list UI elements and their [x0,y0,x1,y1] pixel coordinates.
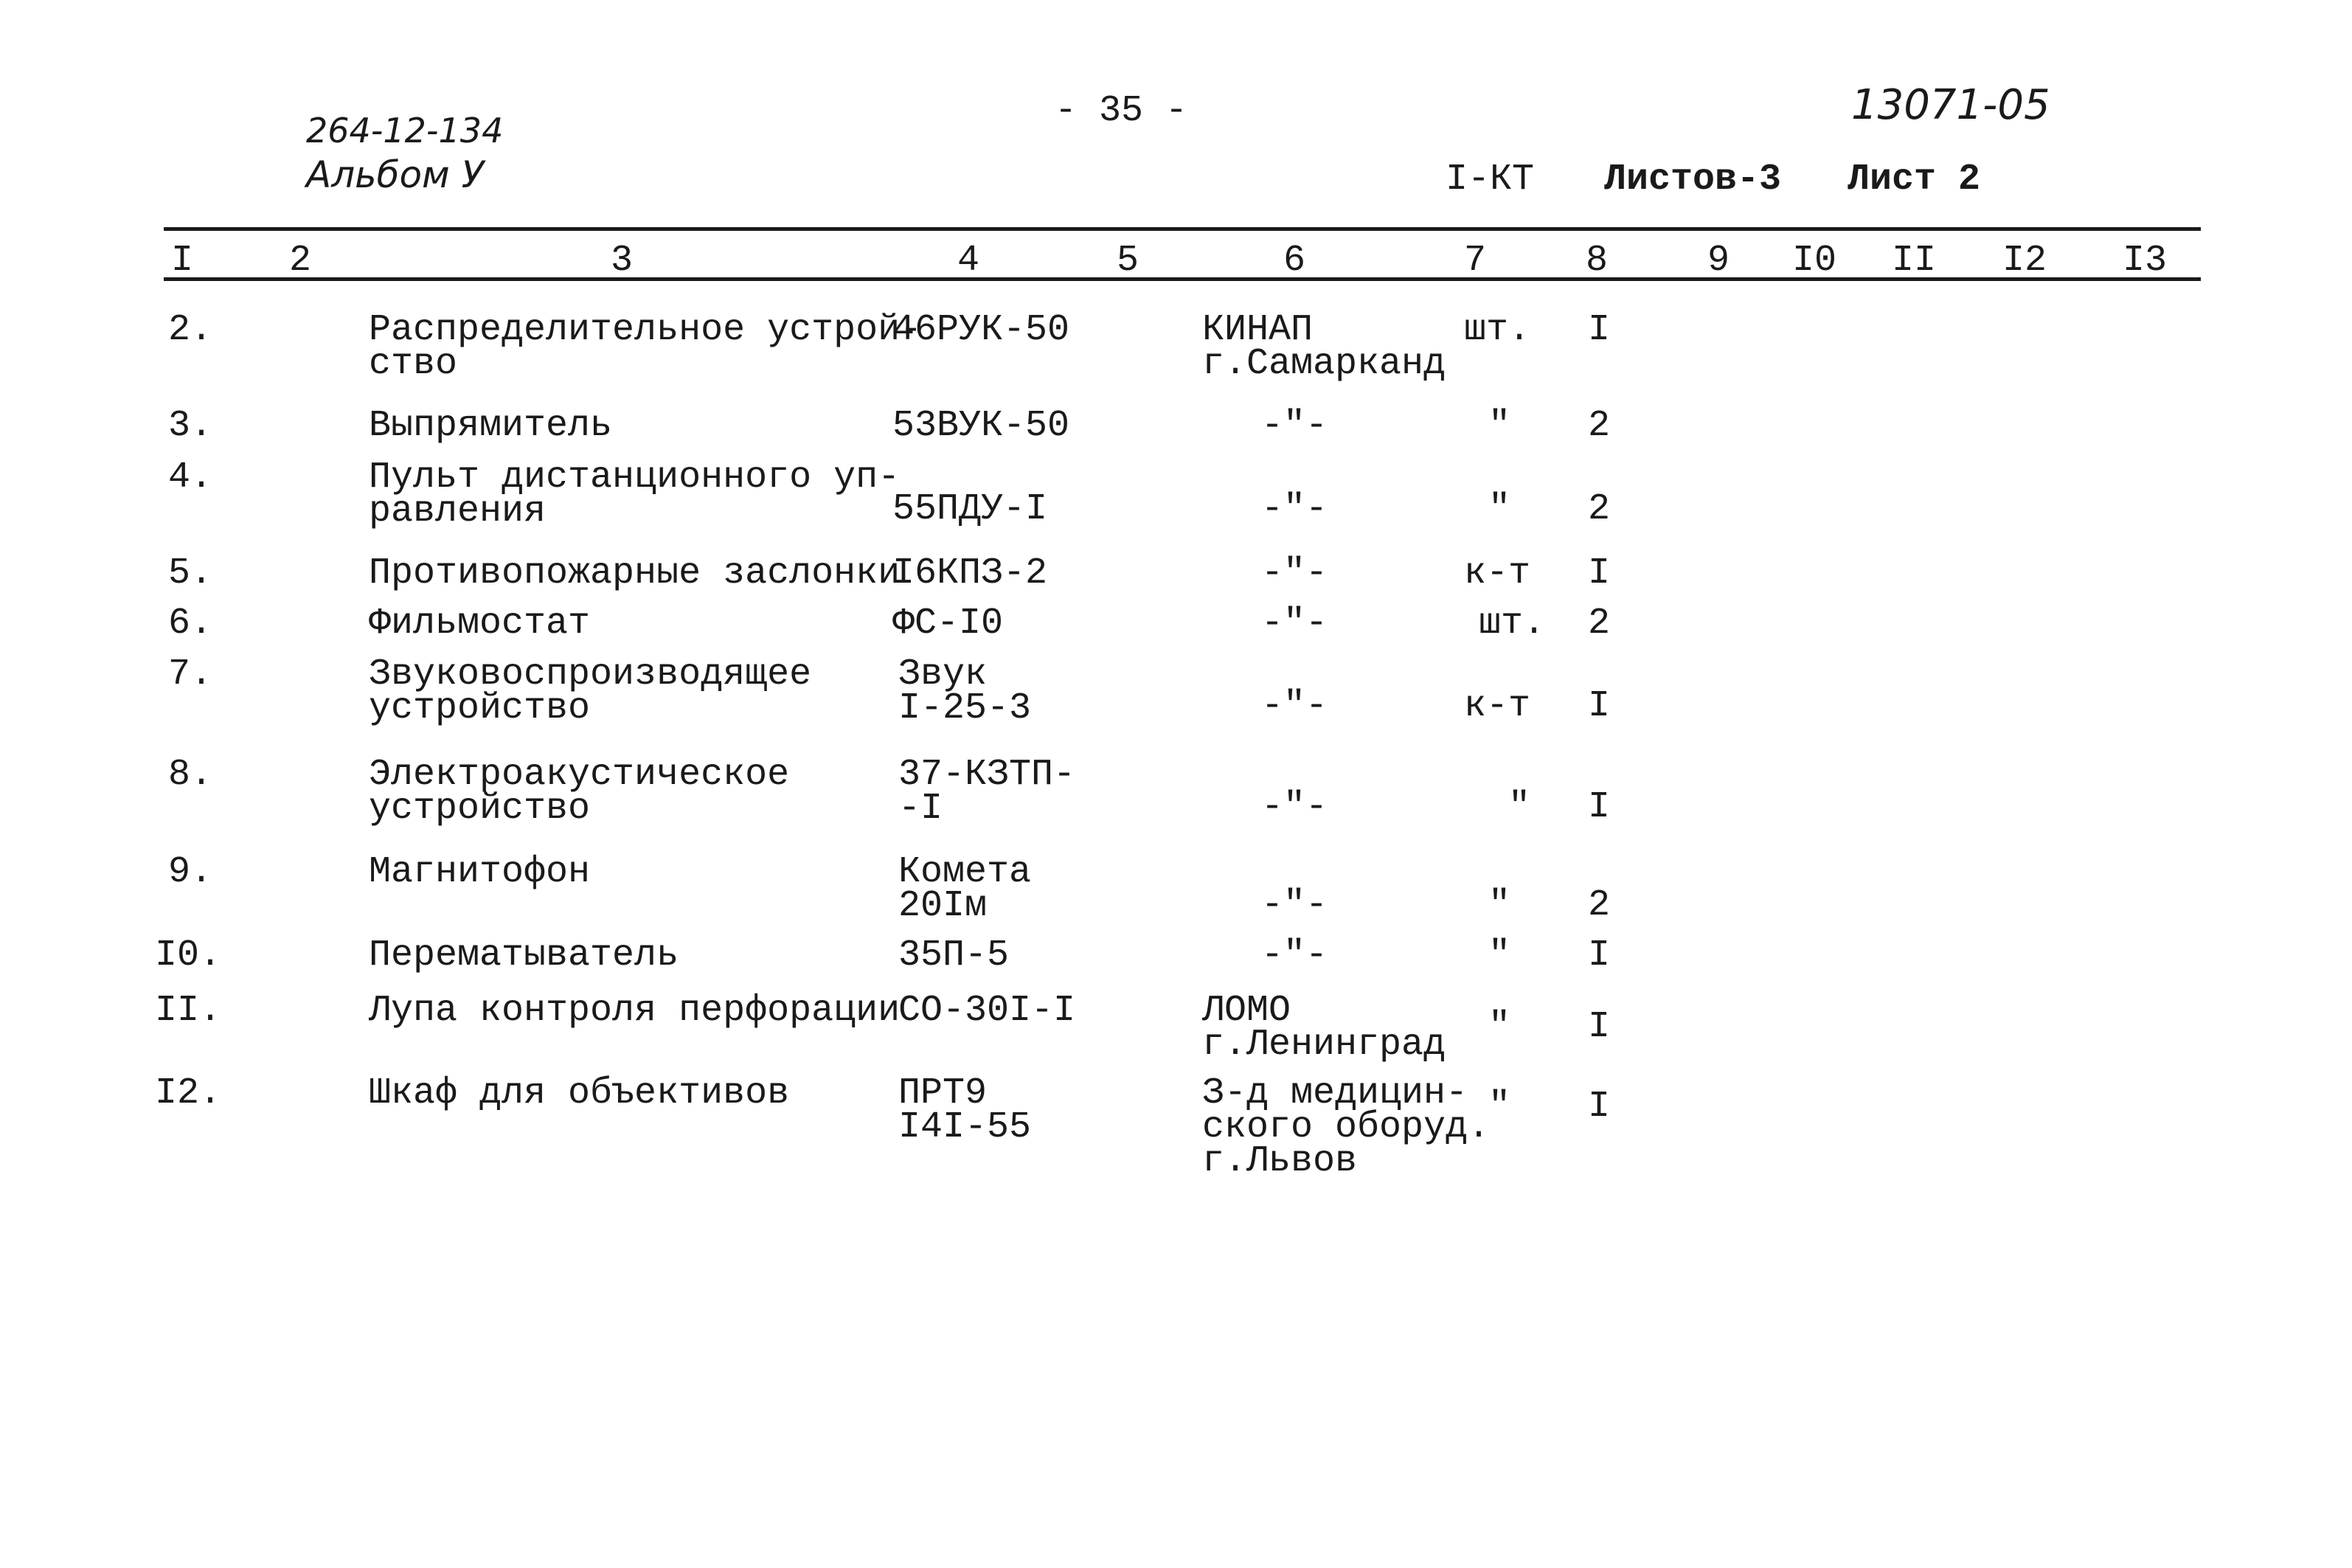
unit: к-т [1464,552,1531,594]
row-number: 3. [168,405,213,447]
sheet-number: Лист 2 [1848,159,1981,201]
equipment-type: ФС-I0 [892,603,1004,645]
quantity: 2 [1588,488,1611,530]
equipment-type: 53ВУК-50 [892,405,1070,447]
manufacturer: -"- [1261,934,1328,976]
manufacturer: ЛОМО г.Ленинград [1202,990,1446,1066]
equipment-name: Электроакустическое устройство [369,754,790,830]
row-number: 8. [168,754,213,796]
unit: шт. [1464,309,1531,351]
manufacturer: -"- [1261,552,1328,594]
equipment-name: Магнитофон [369,851,591,893]
column-header-4: 4 [957,240,980,282]
column-header-10: I0 [1792,240,1837,282]
column-header-1: I [171,240,194,282]
equipment-type: I6КПЗ-2 [892,552,1048,594]
equipment-name: Противопожарные заслонки [369,552,901,594]
unit: шт. [1479,603,1546,645]
document-mark: I-КТ [1446,159,1535,201]
manufacturer: КИНАП г.Самарканд [1202,309,1446,385]
handwritten-stamp: 13071-05 [1851,81,2050,129]
unit: " [1508,786,1531,828]
quantity: I [1588,552,1611,594]
album-label: Альбом У [306,153,485,196]
unit: " [1488,884,1511,926]
unit: " [1488,1086,1511,1128]
equipment-type: СО-30I-I [898,990,1076,1032]
row-number: 5. [168,552,213,594]
document-code: 264-12-134 [306,111,504,150]
manufacturer: -"- [1261,603,1328,645]
quantity: I [1588,1006,1611,1048]
equipment-name: Фильмостат [369,603,591,645]
row-number: II. [155,990,222,1032]
quantity: I [1588,685,1611,727]
equipment-name: Перематыватель [369,934,679,976]
column-header-11: II [1892,240,1937,282]
column-header-8: 8 [1586,240,1609,282]
unit: " [1488,488,1511,530]
quantity: I [1588,934,1611,976]
quantity: 2 [1588,884,1611,926]
quantity: I [1588,1086,1611,1128]
equipment-type: 37-КЗТП- -I [898,754,1076,830]
column-header-5: 5 [1117,240,1139,282]
manufacturer: -"- [1261,405,1328,447]
equipment-type: 46РУК-50 [892,309,1070,351]
equipment-name: Выпрямитель [369,405,613,447]
row-number: 6. [168,603,213,645]
column-header-3: 3 [611,240,634,282]
row-number: 7. [168,653,213,695]
manufacturer: З-д медицин- ского оборуд. г.Львов [1202,1072,1491,1182]
row-number: I2. [155,1072,222,1114]
equipment-name: Пульт дистанционного уп- равления [369,457,901,533]
quantity: 2 [1588,603,1611,645]
page-number: - 35 - [1055,90,1188,132]
equipment-type: 55ПДУ-I [892,488,1048,530]
quantity: I [1588,309,1611,351]
equipment-type: 35П-5 [898,934,1010,976]
row-number: I0. [155,934,222,976]
unit: к-т [1464,685,1531,727]
row-number: 4. [168,457,213,499]
equipment-type: ПРТ9 I4I-55 [898,1072,1032,1148]
quantity: 2 [1588,405,1611,447]
column-header-2: 2 [289,240,312,282]
unit: " [1488,1006,1511,1048]
equipment-name: Лупа контроля перфорации [369,990,901,1032]
row-number: 2. [168,309,213,351]
manufacturer: -"- [1261,685,1328,727]
column-header-12: I2 [2002,240,2047,282]
equipment-name: Шкаф для объективов [369,1072,790,1114]
equipment-type: Комета 20Iм [898,851,1032,927]
column-header-13: I3 [2123,240,2168,282]
column-header-7: 7 [1464,240,1487,282]
row-number: 9. [168,851,213,893]
unit: " [1488,405,1511,447]
unit: " [1488,934,1511,976]
sheets-total: Листов-3 [1604,159,1782,201]
column-header-9: 9 [1707,240,1730,282]
manufacturer: -"- [1261,884,1328,926]
column-header-6: 6 [1283,240,1306,282]
quantity: I [1588,786,1611,828]
manufacturer: -"- [1261,786,1328,828]
manufacturer: -"- [1261,488,1328,530]
equipment-name: Распределительное устрой- ство [369,309,923,385]
equipment-name: Звуковоспроизводящее устройство [369,653,812,729]
equipment-type: Звук I-25-3 [898,653,1032,729]
table-top-rule [164,227,2201,231]
